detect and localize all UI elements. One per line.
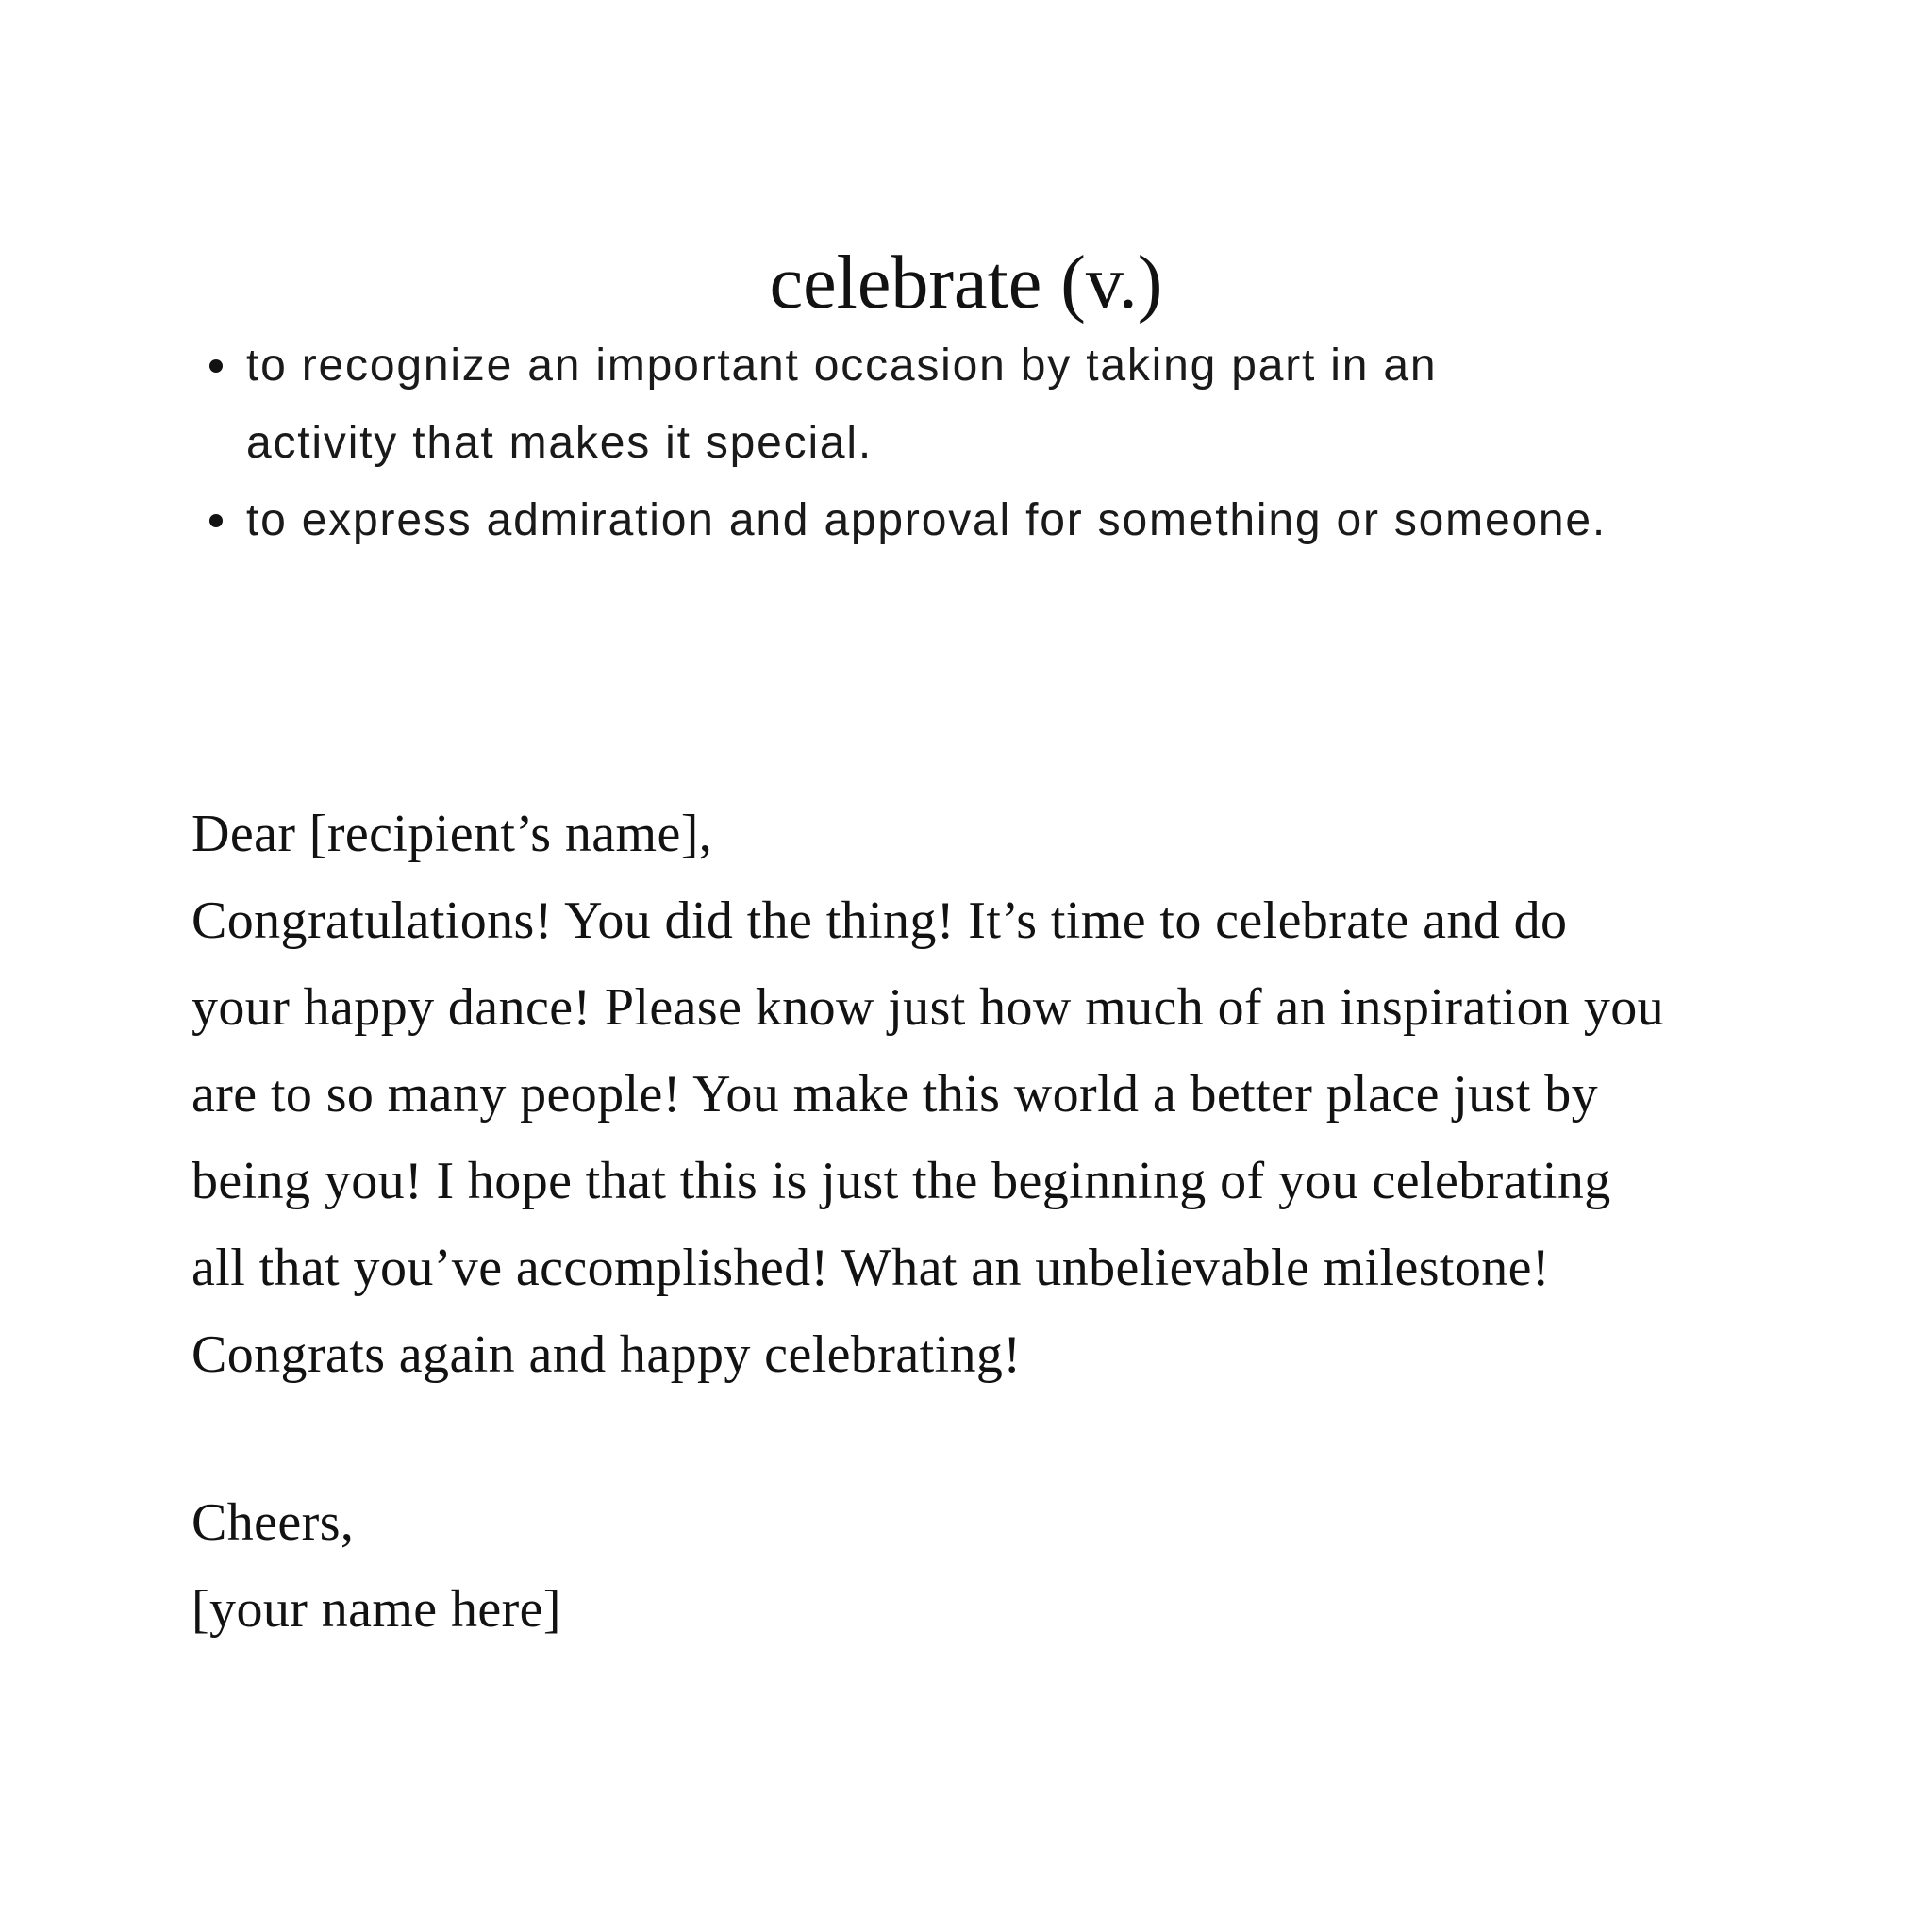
definition-item-2-text <box>246 482 1607 559</box>
letter-salutation: Dear [recipient’s name], <box>192 805 713 863</box>
letter-body-line-3: are to so many people! You make this world a better place just by <box>192 1065 1598 1124</box>
letter-signature-placeholder: [your name here] <box>192 1580 561 1639</box>
definition-item-2-line-1: to express admiration and approval for something or someone. <box>246 495 1607 545</box>
definition-item-1-text <box>246 327 1437 482</box>
letter-body-line-1: Congratulations! You did the thing! It’s time to celebrate and do <box>192 891 1568 950</box>
definition-item-2 <box>209 482 1781 559</box>
letter-body-line-4: being you! I hope that this is just the beginning of you celebrating <box>192 1152 1611 1210</box>
definition-item-1-line-1: to recognize an important occasion by taking part in an <box>246 341 1438 391</box>
bullet-icon <box>209 514 223 527</box>
definition-term-title: celebrate (v.) <box>769 242 1163 325</box>
letter-body-line-2: your happy dance! Please know just how much of an inspiration you <box>192 978 1665 1037</box>
letter-body-line-6: Congrats again and happy celebrating! <box>192 1325 1022 1384</box>
definition-item-1 <box>209 327 1781 482</box>
letter-body-line-5: all that you’ve accomplished! What an unbelievable milestone! <box>192 1239 1550 1297</box>
bullet-icon <box>209 359 223 373</box>
definition-item-1-line-2: activity that makes it special. <box>246 418 874 468</box>
letter-template <box>192 791 1781 1653</box>
definition-list <box>0 327 1932 559</box>
letter-closing: Cheers, <box>192 1493 355 1552</box>
